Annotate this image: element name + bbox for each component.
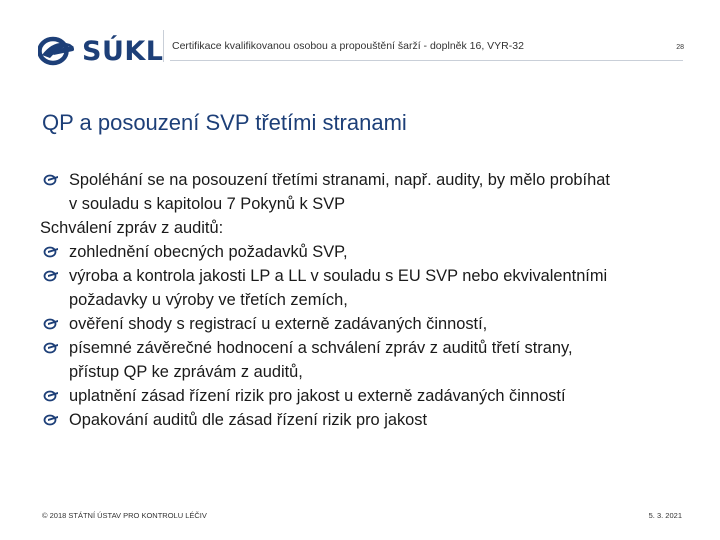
item-text: Schválení zpráv z auditů:	[40, 219, 224, 237]
bullet-item	[40, 336, 690, 384]
bullet-item	[40, 384, 690, 408]
footer-copyright: © 2018 STÁTNÍ ÚSTAV PRO KONTROLU LÉČIV	[42, 511, 207, 520]
bullet-icon	[43, 389, 59, 402]
bullet-icon	[43, 413, 59, 426]
bullet-icon	[43, 269, 59, 282]
header-title: Certifikace kvalifikovanou osobou a propouštění šarží - doplněk 16, VYR-32	[172, 40, 524, 52]
slide-title: QP a posouzení SVP třetími stranami	[42, 110, 407, 135]
slide-content	[40, 168, 690, 432]
bullet-item	[40, 312, 690, 336]
item-text: v souladu s kapitolou 7 Pokynů k SVP	[69, 195, 346, 213]
item-text: přístup QP ke zprávám z auditů,	[69, 363, 303, 381]
section-label	[40, 216, 690, 240]
logo-text: SÚKL	[82, 35, 164, 67]
bullet-icon	[43, 245, 59, 258]
item-text: ověření shody s registrací u externě zadávaných činností,	[69, 315, 488, 333]
item-text: Spoléhání se na posouzení třetími stranami, např. audity, by mělo probíhat	[69, 171, 610, 189]
bullet-icon	[43, 317, 59, 330]
sukl-logo-icon	[38, 36, 76, 66]
bullet-item	[40, 240, 690, 264]
bullet-item	[40, 264, 690, 312]
item-text: zohlednění obecných požadavků SVP,	[69, 243, 348, 261]
bullet-item	[40, 408, 690, 432]
header-separator	[163, 30, 164, 62]
item-text: výroba a kontrola jakosti LP a LL v souladu s EU SVP nebo ekvivalentními	[69, 267, 608, 285]
bullet-item	[40, 168, 690, 216]
item-text: uplatnění zásad řízení rizik pro jakost u externě zadávaných činností	[69, 387, 566, 405]
header-rule	[170, 60, 683, 61]
footer-date: 5. 3. 2021	[648, 511, 682, 520]
item-text: písemné závěrečné hodnocení a schválení zpráv z auditů třetí strany,	[69, 339, 573, 357]
item-text: Opakování auditů dle zásad řízení rizik pro jakost	[69, 411, 428, 429]
sukl-logo	[38, 33, 164, 69]
page-number: 28	[676, 44, 684, 51]
bullet-icon	[43, 341, 59, 354]
item-text: požadavky u výroby ve třetích zemích,	[69, 291, 348, 309]
bullet-icon	[43, 173, 59, 186]
